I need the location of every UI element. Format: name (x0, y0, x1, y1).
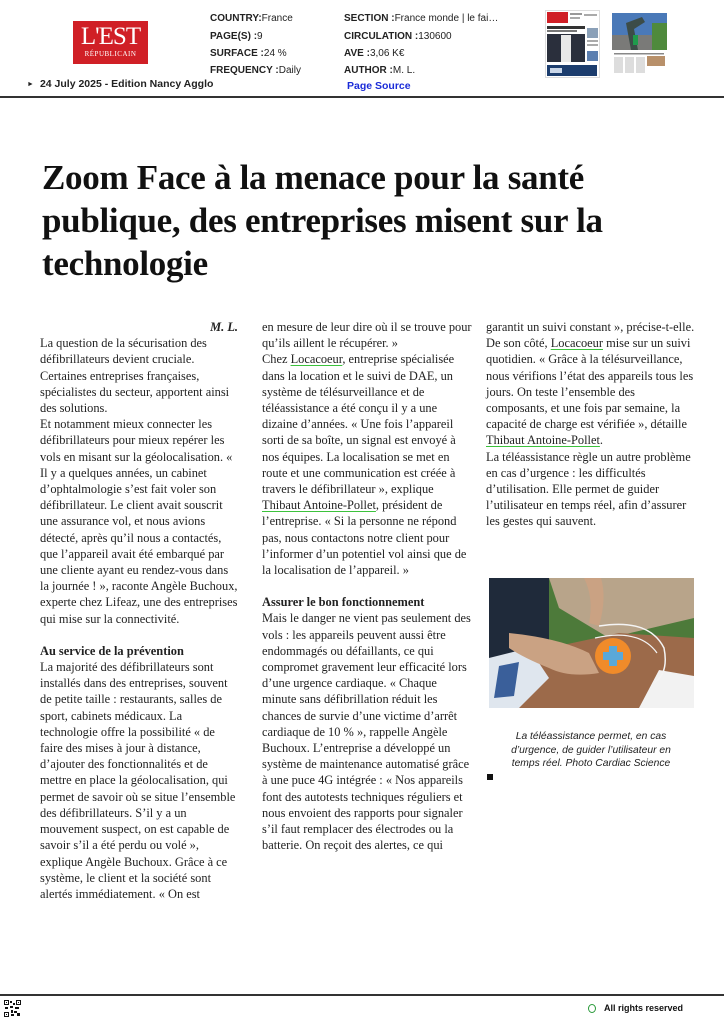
text: Chez (262, 352, 291, 367)
paragraph: La question de la sécurisation des défibrillateurs devient cruciale. Certaines entreprises françaises, spécialistes du secteur, apportent ainsi des solutions. (40, 336, 230, 416)
paragraph (486, 335, 698, 448)
article-title: Zoom Face à la menace pour la santé publique, des entreprises misent sur la technologie (42, 158, 603, 283)
paragraph: garantit un suivi constant », précise-t-elle. (486, 320, 695, 334)
edition-text: 24 July 2025 - Edition Nancy Agglo (39, 78, 214, 90)
photo-caption: La téléassistance permet, en cas d’urgence, de guider l’utilisateur en temps réel. Photo Cardiac Science (511, 731, 671, 770)
article-column-1 (40, 319, 238, 902)
newspaper-logo (73, 21, 148, 64)
article-column-2 (262, 319, 474, 854)
meta-label: COUNTRY: (210, 13, 262, 24)
article-author: M. L. (210, 320, 238, 334)
end-of-article-mark (487, 774, 493, 780)
logo-line1: L'EST (80, 23, 141, 50)
meta-label: SURFACE : (210, 48, 264, 59)
paragraph: Et notamment mieux connecter les défibrillateurs pour mieux repérer les vols en misant sur la géolocalisation. « Il y a quelques années, un cabinet d’ophtalmologie s’est fait voler son défibrillateur. Le client avait souscrit une assurance vol, et nous avions détecté, après qu’il nous a contactés, que l’appareil avait été embarqué par une cliente ayant eu rendez-vous dans la journée ! », raconte Angèle Buchoux, experte chez Lifeaz, une des entreprises qui mise sur la connectivité. (40, 417, 238, 626)
meta-label: FREQUENCY : (210, 65, 279, 76)
meta-frequency (210, 64, 301, 77)
meta-ave (344, 47, 404, 60)
article-photo (489, 578, 694, 708)
meta-value: 130600 (418, 31, 452, 42)
article-column-3 (486, 319, 698, 530)
meta-value: France (261, 13, 293, 24)
entity-link-locacoeur[interactable]: Locacoeur (290, 352, 343, 367)
text: , président de l’entreprise. « Si la personne ne répond pas, nous contactons notre client pour l’informer d’un potentiel vol ainsi que de la localisation de l’appareil. » (262, 498, 467, 578)
article-page-thumbnail[interactable] (612, 13, 667, 75)
meta-circulation (344, 30, 452, 43)
paragraph (262, 351, 474, 578)
defibrillator-photo-image (489, 578, 694, 708)
copyright-notice (588, 1003, 683, 1013)
subheading: Assurer le bon fonctionnement (262, 595, 425, 610)
qr-code-icon (4, 1000, 21, 1017)
triangle-icon: ► (27, 81, 34, 88)
meta-label: AVE : (344, 48, 370, 59)
copyright-ring-icon (588, 1004, 596, 1013)
front-page-thumbnail-image (546, 11, 599, 77)
paragraph: Mais le danger ne vient pas seulement des vols : les appareils peuvent aussi être endommagés ou défaillants, ce qui compromet gravement leur efficacité lors d’une urgence cardiaque. « Chaque minute sans défibrillation réduit les chances de survie d’une victime d’arrêt cardiaque de 10 % », rappelle Angèle Buchoux. L’entreprise a développé un système de maintenance automatisé grâce à une puce 4G intégrée : « Nos appareils font des autotests techniques réguliers et nous envoient des rapports pour signaler s’il faut remplacer des électrodes ou la batterie. On reçoit des alertes, ce qui (262, 611, 471, 853)
meta-value: 24 % (263, 48, 287, 59)
text: , entreprise spécialisée dans la location et le suivi de DAE, un système de télésurveillance et de téléassistance a été conçu il y a une dizaine d’années. « Une fois l’appareil sorti de sa boîte, un signal est envoyé à nos équipes. La localisation se met en route et une communication est créée à travers le défibrillateur », explique (262, 352, 456, 497)
meta-value: 9 (257, 31, 263, 42)
header-divider (0, 96, 724, 98)
text: . (599, 433, 604, 448)
text: mise sur un suivi quotidien. « Grâce à la télésurveillance, nous vérifions l’état des appareils tous les jours. On teste l’ensemble des composants, et une fois par semaine, la capacité de charge est vérifiée », détaille (486, 336, 694, 432)
subheading: Au service de la prévention (40, 643, 184, 658)
paragraph: La téléassistance règle un autre problème en cas d’urgence : les difficultés d’utilisation. Elle permet de guider l’utilisateur en temps réel, afin d’assurer les gestes qui sauvent. (486, 449, 691, 529)
article-page-thumbnail-image (612, 13, 667, 75)
copyright-text: All rights reserved (604, 1003, 684, 1013)
meta-author (344, 64, 415, 77)
meta-surface (210, 47, 287, 60)
meta-pages (210, 30, 263, 43)
meta-value: Daily (278, 65, 301, 76)
logo-line2: RÉPUBLICAIN (84, 50, 137, 58)
meta-section (344, 12, 498, 25)
front-page-thumbnail[interactable] (545, 10, 600, 78)
text: De son côté, (486, 336, 551, 351)
page-source-link[interactable]: Page Source (347, 80, 411, 92)
meta-label: PAGE(S) : (210, 31, 258, 42)
meta-country (210, 12, 293, 25)
meta-label: CIRCULATION : (344, 31, 419, 42)
meta-value: France monde | le fai… (394, 13, 499, 24)
entity-link-thibaut-antoine-pollet[interactable]: Thibaut Antoine-Pollet (262, 498, 376, 513)
meta-value: 3,06 K€ (369, 48, 405, 59)
entity-link-thibaut-antoine-pollet[interactable]: Thibaut Antoine-Pollet (486, 433, 600, 448)
paragraph: en mesure de leur dire où il se trouve pour qu’ils aillent le récupérer. » (262, 320, 472, 351)
meta-value: M. L. (392, 65, 416, 76)
meta-label: AUTHOR : (344, 65, 393, 76)
entity-link-locacoeur[interactable]: Locacoeur (550, 336, 603, 351)
paragraph: La majorité des défibrillateurs sont installés dans des entreprises, souvent de petite taille : restaurants, salles de sport, cabinets médicaux. La technologie offre la possibilité « de faire des mises à jour à distance, d’ajouter des fonctionnalités et de mettre en place la géolocalisation, qui permet de savoir où se situe l’ensemble des défibrillateurs. S’il y a un mouvement suspect, on est capable de savoir s’il a été perdu ou volé », explique Angèle Buchoux. Grâce à ce système, le client et la société sont alertés immédiatement. « On est (40, 660, 236, 901)
edition-line (27, 78, 213, 90)
meta-label: SECTION : (344, 13, 395, 24)
clipping-header (0, 0, 724, 98)
footer-divider (0, 994, 724, 996)
